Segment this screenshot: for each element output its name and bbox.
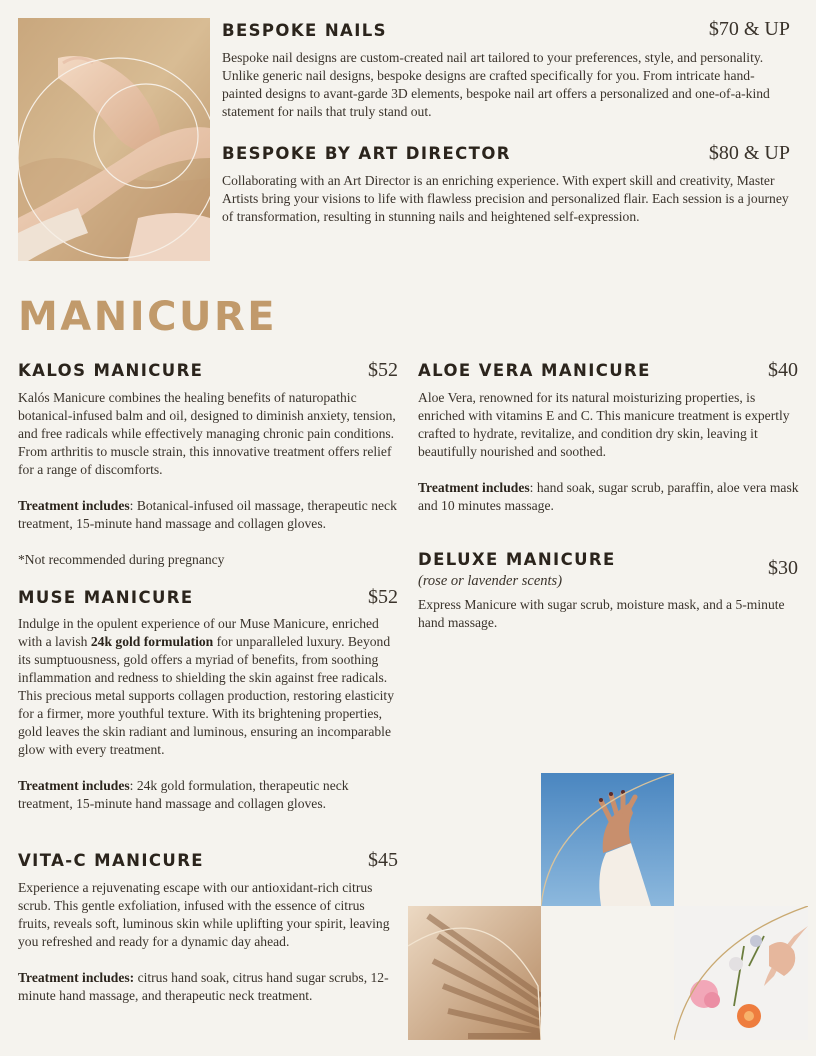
muse-manicure-body xyxy=(18,615,398,813)
bespoke-nails-title: BESPOKE NAILS xyxy=(222,21,387,40)
muse-includes-label: Treatment includes xyxy=(18,778,130,793)
kalos-includes-text: : Botanical-infused oil massage, therapeutic neck treatment, 15-minute hand massage and collagen gloves. xyxy=(18,498,397,531)
aloe-vera-manicure-includes xyxy=(418,479,800,515)
muse-manicure-title: MUSE MANICURE xyxy=(18,588,194,607)
muse-includes-text: : 24k gold formulation, therapeutic neck treatment, 15-minute hand massage and collagen gloves. xyxy=(18,778,349,811)
vita-c-includes-text: citrus hand soak, citrus hand sugar scrubs, 12-minute hand massage, and therapeutic neck treatment. xyxy=(18,970,389,1003)
kalos-manicure-description: Kalós Manicure combines the healing benefits of naturopathic botanical-infused balm and oil, designed to diminish anxiety, tension, and free radicals while effectively managing chronic pain conditions. From arthritis to muscle strain, this innovative treatment offers relief for a range of discomforts. xyxy=(18,390,396,477)
kalos-manicure-title: KALOS MANICURE xyxy=(18,361,204,380)
kalos-manicure-includes xyxy=(18,497,398,533)
vita-c-includes-label: Treatment includes: xyxy=(18,970,135,985)
aloe-vera-manicure-body xyxy=(418,389,800,515)
bespoke-nails-description: Bespoke nail designs are custom-created nail art tailored to your preferences, style, and personality. Unlike generic nail designs, bespoke designs are crafted specifically for you. From intricate hand-painted designs to avant-garde 3D elements, bespoke nail art offers a personalized and one-of-a-kind statement for nails that truly stand out. xyxy=(222,50,770,119)
deluxe-manicure-price: $30 xyxy=(768,557,798,579)
aloe-vera-manicure-price: $40 xyxy=(768,359,798,381)
bespoke-art-director-description: Collaborating with an Art Director is an enriching experience. With expert skill and creativity, Master Artists bring your visions to life with flawless precision and personalized flair. Each session is a journey of transformation, resulting in stunning nails and heightened self-expression. xyxy=(222,173,789,224)
aloe-vera-manicure-title: ALOE VERA MANICURE xyxy=(418,361,651,380)
muse-manicure-description: Indulge in the opulent experience of our Muse Manicure, enriched with a lavish 24k gold formulation for unparalleled luxury. Beyond its sumptuousness, gold offers a myriad of benefits, from soothing inflammation and redness to shielding the skin against free radicals. This precious metal supports collagen production, restoring elasticity for a firmer, more youthful texture. With its brightening properties, gold leaves the skin radiant and luminous, ensuring an incomparable glow with every treatment. xyxy=(18,616,395,757)
vita-c-manicure-body xyxy=(18,879,398,1005)
flowers-hand-photo xyxy=(674,906,808,1040)
kalos-manicure-body xyxy=(18,389,398,569)
manicure-section-title: MANICURE xyxy=(18,294,278,340)
hand-sky-photo xyxy=(541,773,674,906)
vita-c-manicure-price: $45 xyxy=(368,849,398,871)
deluxe-manicure-subtitle: (rose or lavender scents) xyxy=(418,573,563,589)
muse-manicure-includes xyxy=(18,777,398,813)
vita-c-manicure-includes xyxy=(18,969,398,1005)
muse-manicure-price: $52 xyxy=(368,586,398,608)
bespoke-art-director-price: $80 & UP xyxy=(708,142,790,164)
bespoke-art-director-title: BESPOKE BY ART DIRECTOR xyxy=(222,144,511,163)
vita-c-manicure-description: Experience a rejuvenating escape with our antioxidant-rich citrus scrub. This gentle exfoliation, infused with the essence of citrus fruits, reveals soft, luminous skin while uplifting your spirit, leaving you refreshed and ready for a dynamic day ahead. xyxy=(18,880,390,949)
kalos-pregnancy-note: *Not recommended during pregnancy xyxy=(18,552,225,567)
kalos-manicure-price: $52 xyxy=(368,359,398,381)
deluxe-manicure-description: Express Manicure with sugar scrub, moisture mask, and a 5-minute hand massage. xyxy=(418,597,785,630)
deluxe-manicure-title: DELUXE MANICURE xyxy=(418,550,616,569)
aloe-vera-includes-label: Treatment includes xyxy=(418,480,530,495)
palm-shadow-photo xyxy=(408,906,541,1040)
aloe-vera-manicure-description: Aloe Vera, renowned for its natural moisturizing properties, is enriched with vitamins E and C. This manicure treatment is expertly crafted to hydrate, revitalize, and condition dry skin, leaving it beautifully nourished and soothed. xyxy=(418,390,790,459)
gold-formulation-highlight: 24k gold formulation xyxy=(90,634,214,649)
kalos-includes-label: Treatment includes xyxy=(18,498,130,513)
bespoke-nails-price: $70 & UP xyxy=(708,18,790,40)
vita-c-manicure-title: VITA-C MANICURE xyxy=(18,851,204,870)
aloe-vera-includes-text: : hand soak, sugar scrub, paraffin, aloe vera mask and 10 minutes massage. xyxy=(418,480,799,513)
hands-photo-top xyxy=(18,18,210,261)
